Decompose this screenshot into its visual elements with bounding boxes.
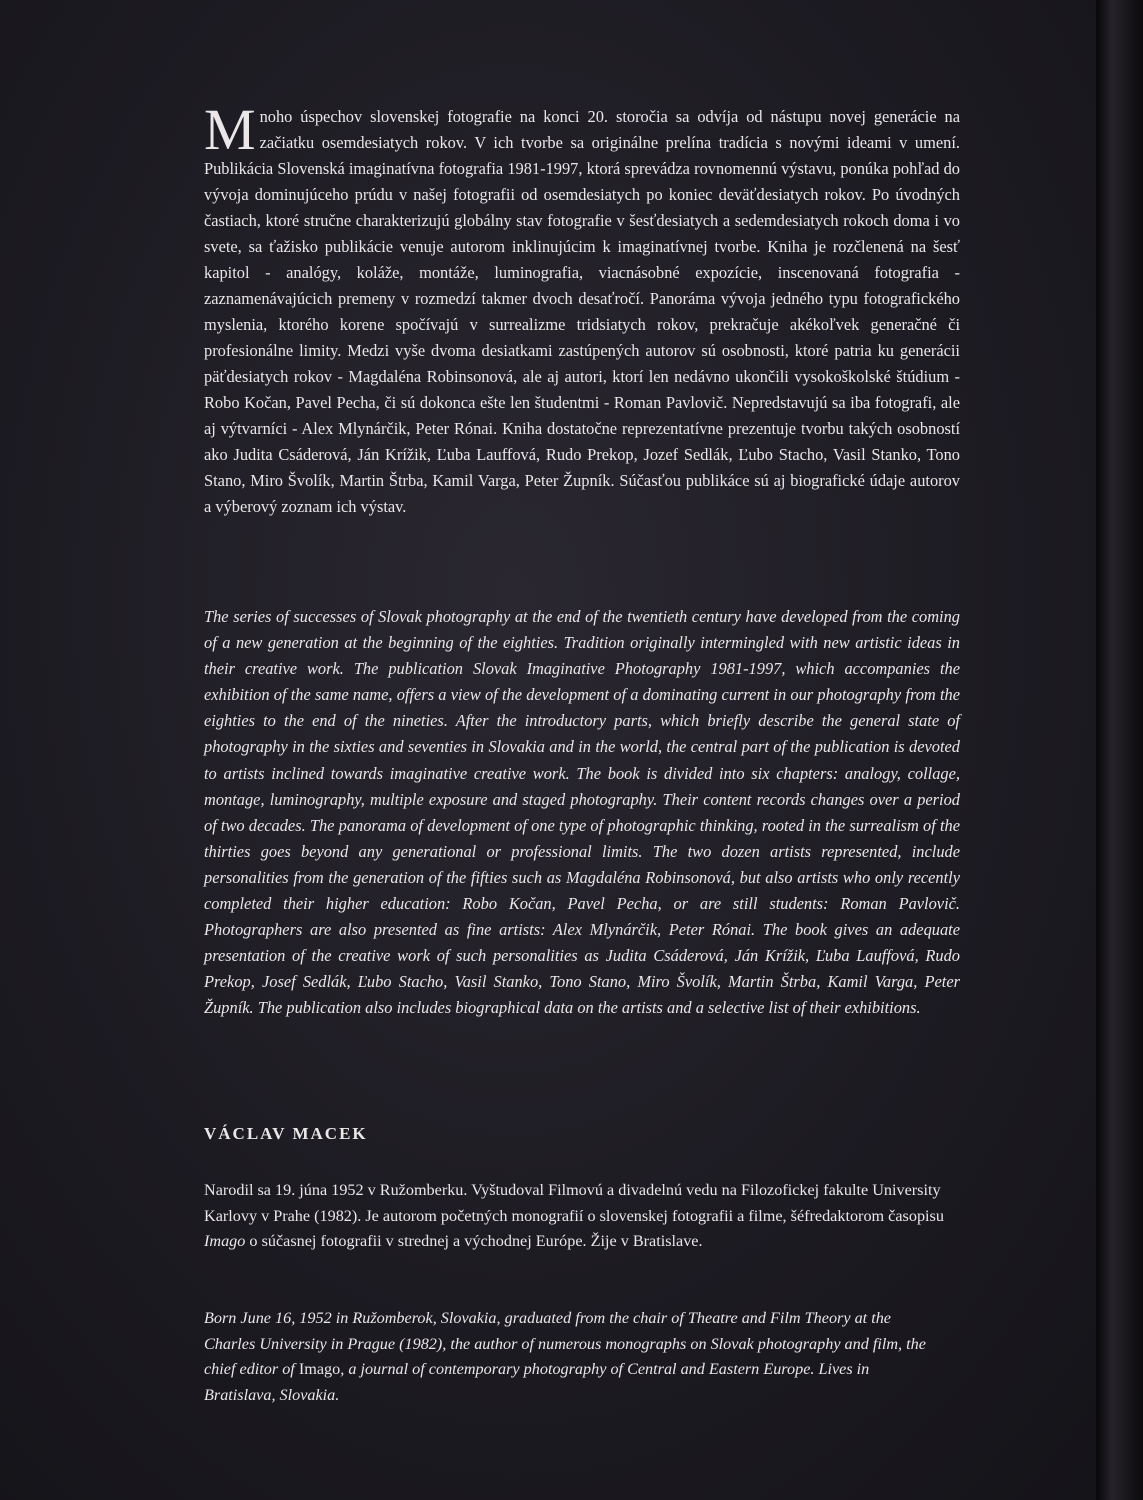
bio-en-part1: Born June 16, 1952 in Ružomberok, Slovakia, graduated from the chair of Theatre and Film Theory at the Charles University in Prague (1982), the author of numerous monographs on Slovak photography and film, the chief editor of [204,1309,926,1378]
journal-title: Imago [204,1232,246,1250]
intro-english: The series of successes of Slovak photography at the end of the twentieth century have developed from the coming of a new generation at the beginning of the eighties. Tradition originally intermingled with new artistic ideas in their creative work. The publication Slovak Imaginative Photography 1981-1997, which accompanies the exhibition of the same name, offers a view of the development of a dominating current in our photography from the eighties to the end of the nineties. After the introductory parts, which briefly describe the general state of photography in the sixties and seventies in Slovakia and in the world, the central part of the publication is devoted to artists inclined towards imaginative creative work. The book is divided into six chapters: analogy, collage, montage, luminography, multiple exposure and staged photography. Their content records changes over a period of two decades. The panorama of development of one type of photographic thinking, rooted in the surrealism of the thirties goes beyond any generational or professional limits. The two dozen artists represented, include personalities from the generation of the fifties such as Magdaléna Robinsonová, but also artists who only recently completed their higher education: Robo Kočan, Pavel Pecha, or are still students: Roman Pavlovič. Photographers are also presented as fine artists: Alex Mlynárčik, Peter Rónai. The book gives an adequate presentation of the creative work of such personalities as Judita Csáderová, Ján Krížik, Ľuba Lauffová, Rudo Prekop, Josef Sedlák, Ľubo Stacho, Vasil Stanko, Tono Stano, Miro Švolík, Martin Štrba, Kamil Varga, Peter Župník. The publication also includes biographical data on the artists and a selective list of their exhibitions. [204,607,960,1018]
book-spine [1099,0,1143,1500]
bio-sk-part1: Narodil sa 19. júna 1952 v Ružomberku. Vyštudoval Filmovú a divadelnú vedu na Filozofickej fakulte University Karlovy v Prahe (1982). Je autorom početných monografií o slovenskej fotografii a filme, šéfredaktorom časopisu [204,1181,944,1225]
author-bio-slovak [204,1178,944,1255]
bio-en-part2: , a journal of contemporary photography of Central and Eastern Europe. Lives in Bratislava, Slovakia. [204,1360,870,1404]
journal-title-en: Imago [298,1360,341,1378]
author-name: VÁCLAV MACEK [204,1124,368,1143]
bio-sk-part2: o súčasnej fotografii v strednej a východnej Európe. Žije v Bratislave. [245,1232,703,1250]
author-bio-english [204,1306,944,1408]
drop-cap: M [204,97,256,162]
intro-slovak [204,97,960,520]
intro-slovak-text: noho úspechov slovenskej fotografie na konci 20. storočia sa odvíja od nástupu novej generácie na začiatku osemdesiatych rokov. V ich tvorbe sa originálne prelína tradícia s novými ideami v umení. Publikácia Slovenská imaginatívna fotografia 1981-1997, ktorá sprevádza rovnomennú výstavu, ponúka pohľad do vývoja dominujúceho prúdu v našej fotografii od osemdesiatych po koniec deväťdesiatych rokov. Po úvodných častiach, ktoré stručne charakterizujú globálny stav fotografie v šesťdesiatych a sedemdesiatych rokoch doma i vo svete, sa ťažisko publikácie venuje autorom inklinujúcim k imaginatívnej tvorbe. Kniha je rozčlenená na šesť kapitol - analógy, koláže, montáže, luminografia, viacnásobné expozície, inscenovaná fotografia - zaznamenávajúcich premeny v rozmedzí takmer dvoch desaťročí. Panoráma vývoja jedného typu fotografického myslenia, ktorého korene spočívajú v surrealizme tridsiatych rokov, prekračuje akékoľvek generačné či profesionálne limity. Medzi vyše dvoma desiatkami zastúpených autorov sú osobnosti, ktoré patria ku generácii päťdesiatych rokov - Magdaléna Robinsonová, ale aj autori, ktorí len nedávno ukončili vysokoškolské štúdium - Robo Kočan, Pavel Pecha, či sú dokonca ešte len študentmi - Roman Pavlovič. Nepredstavujú sa iba fotografi, ale aj výtvarníci - Alex Mlynárčik, Peter Rónai. Kniha dostatočne reprezentatívne prezentuje tvorbu takých osobností ako Judita Csáderová, Ján Krížik, Ľuba Lauffová, Rudo Prekop, Jozef Sedlák, Ľubo Stacho, Vasil Stanko, Tono Stano, Miro Švolík, Martin Štrba, Kamil Varga, Peter Župník. Súčasťou publikáce sú aj biografické údaje autorov a výberový zoznam ich výstav. [204,107,960,516]
